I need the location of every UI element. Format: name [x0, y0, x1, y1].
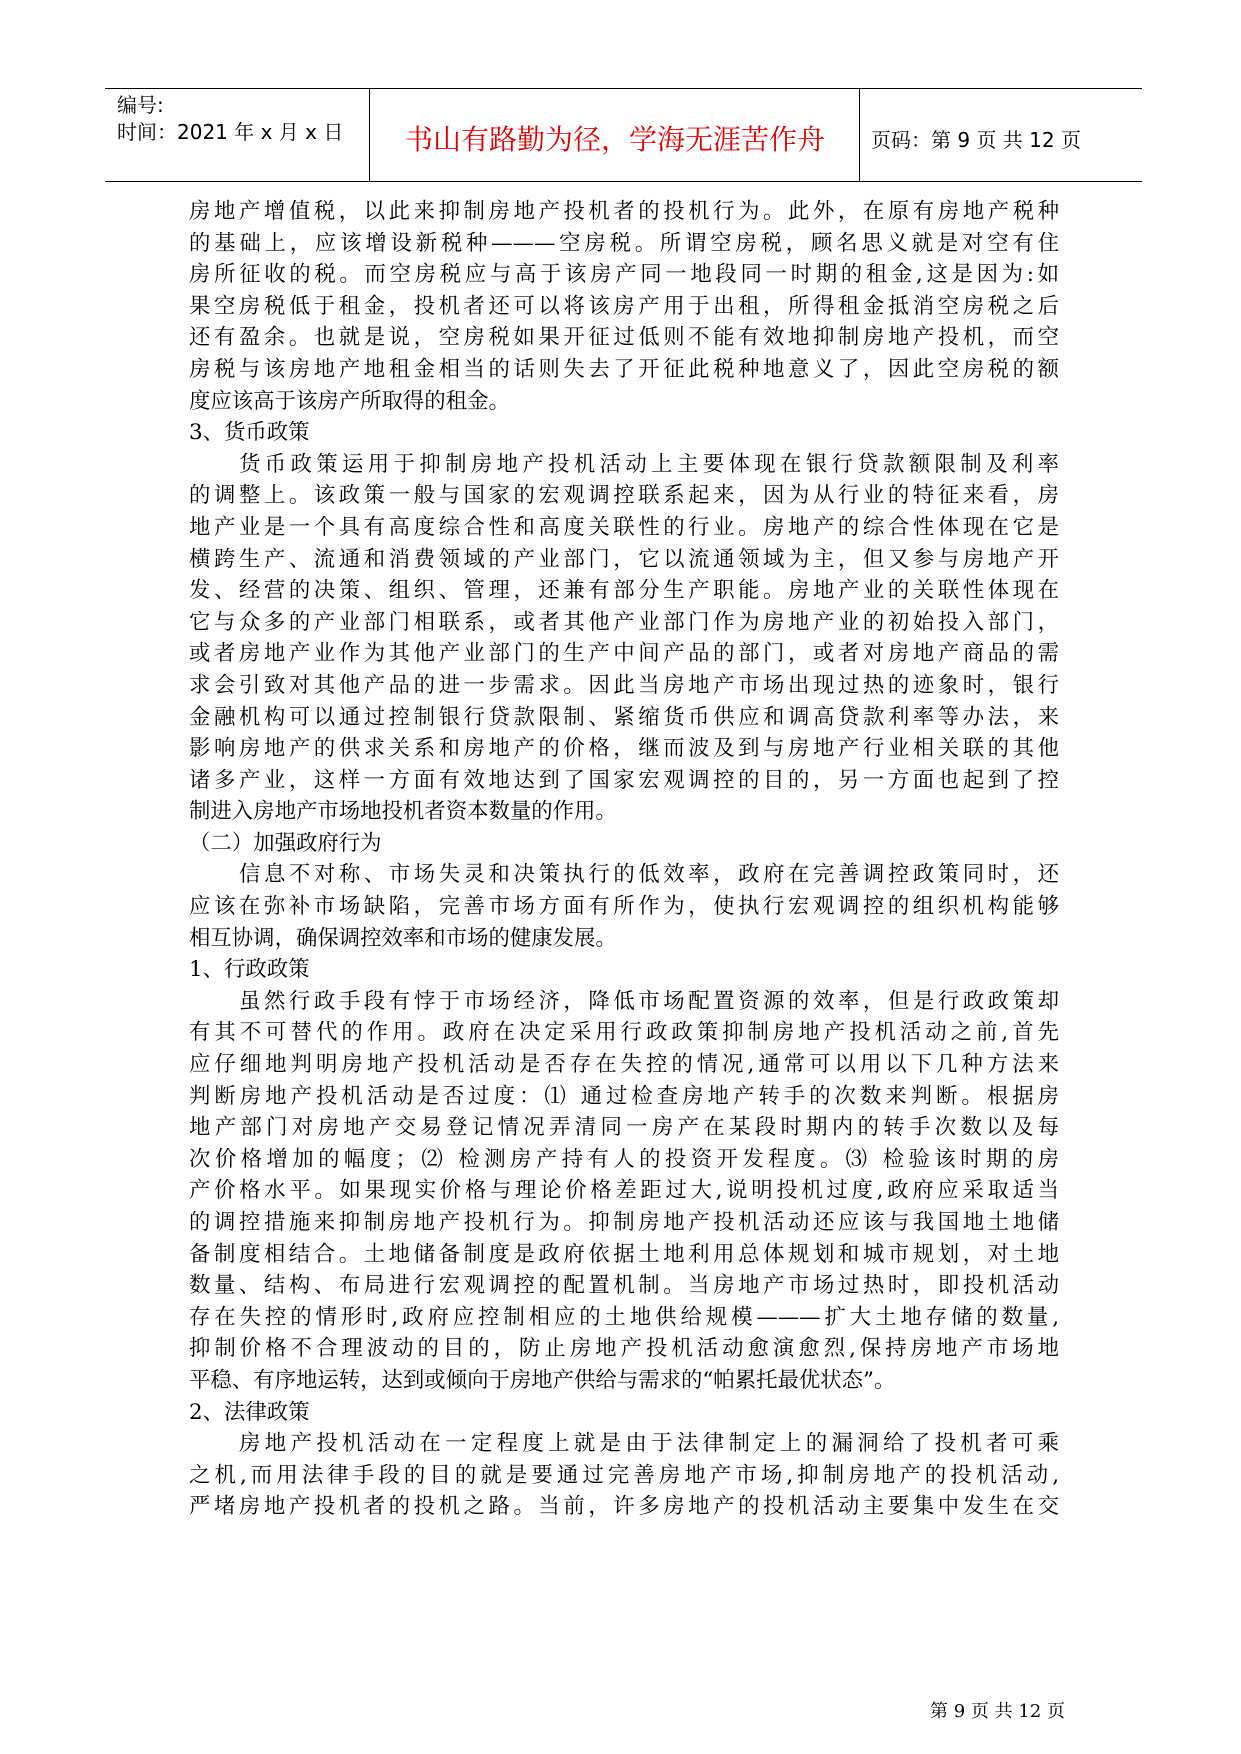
body-line: 虽然行政手段有悖于市场经济，降低市场配置资源的效率，但是行政政策却	[239, 988, 1059, 1014]
section-heading: （二）加强政府行为	[189, 830, 382, 856]
document-number: 编号:	[117, 93, 164, 117]
body-line: 有其不可替代的作用。政府在决定采用行政政策抑制房地产投机活动之前,首先	[189, 1020, 1059, 1046]
header-top-rule	[105, 88, 1142, 89]
body-line: 度应该高于该房产所取得的租金。	[189, 388, 510, 414]
body-line: 抑制价格不合理波动的目的，防止房地产投机活动愈演愈烈,保持房地产市场地	[189, 1336, 1059, 1362]
body-line: 房税与该房地产地租金相当的话则失去了开征此税种地意义了，因此空房税的额	[189, 356, 1059, 382]
body-line: 发、经营的决策、组织、管理，还兼有部分生产职能。房地产业的关联性体现在	[189, 578, 1059, 604]
page-header	[105, 88, 1142, 182]
document-time: 时间：2021 年 x 月 x 日	[117, 120, 344, 144]
body-line: 它与众多的产业部门相联系，或者其他产业部门作为房地产业的初始投入部门，	[189, 609, 1059, 635]
body-line: 求会引致对其他产品的进一步需求。因此当房地产市场出现过热的迹象时，银行	[189, 672, 1059, 698]
header-page-info: 页码：第 9 页 共 12 页	[871, 128, 1081, 152]
body-line: 产价格水平。如果现实价格与理论价格差距过大,说明投机过度,政府应采取适当	[189, 1178, 1059, 1204]
body-line: 房地产投机活动在一定程度上就是由于法律制定上的漏洞给了投机者可乘	[239, 1431, 1059, 1457]
body-line: 或者房地产业作为其他产业部门的生产中间产品的部门，或者对房地产商品的需	[189, 641, 1059, 667]
body-line: 房地产增值税，以此来抑制房地产投机者的投机行为。此外，在原有房地产税种	[189, 199, 1059, 224]
body-line: 严堵房地产投机者的投机之路。当前，许多房地产的投机活动主要集中发生在交	[189, 1494, 1059, 1520]
body-line: 还有盈余。也就是说，空房税如果开征过低则不能有效地抑制房地产投机，而空	[189, 325, 1059, 351]
body-line: 之机,而用法律手段的目的就是要通过完善房地产市场,抑制房地产的投机活动,	[189, 1462, 1059, 1488]
body-line: 制进入房地产市场地投机者资本数量的作用。	[189, 799, 617, 825]
body-line: 货币政策运用于抑制房地产投机活动上主要体现在银行贷款额限制及利率	[239, 451, 1059, 477]
body-line: 金融机构可以通过控制银行贷款限制、紧缩货币供应和调高贷款利率等办法，来	[189, 704, 1059, 730]
page-footer: 第 9 页 共 12 页	[930, 1701, 1065, 1722]
body-line: 诸多产业，这样一方面有效地达到了国家宏观调控的目的，另一方面也起到了控	[189, 767, 1059, 793]
body-line: 次价格增加的幅度；⑵ 检测房产持有人的投资开发程度。⑶ 检验该时期的房	[189, 1146, 1059, 1172]
body-line: 数量、结构、布局进行宏观调控的配置机制。当房地产市场过热时，即投机活动	[189, 1273, 1059, 1299]
header-divider-left	[369, 88, 370, 182]
body-line: 的调整上。该政策一般与国家的宏观调控联系起来，因为从行业的特征来看，房	[189, 483, 1059, 509]
body-line: 房所征收的税。而空房税应与高于该房产同一地段同一时期的租金,这是因为:如	[189, 262, 1059, 288]
header-divider-right	[859, 88, 860, 182]
document-body	[189, 196, 1059, 1523]
header-motto: 书山有路勤为径，学海无涯苦作舟	[404, 123, 825, 156]
body-line: 地产部门对房地产交易登记情况弄清同一房产在某段时期内的转手次数以及每	[189, 1115, 1059, 1141]
body-line: 地产业是一个具有高度综合性和高度关联性的行业。房地产的综合性体现在它是	[189, 514, 1059, 540]
header-bottom-rule	[105, 181, 1142, 182]
body-line: 横跨生产、流通和消费领域的产业部门，它以流通领域为主，但又参与房地产开	[189, 546, 1059, 572]
body-line: 影响房地产的供求关系和房地产的价格，继而波及到与房地产行业相关联的其他	[189, 736, 1059, 762]
section-heading: 2、法律政策	[189, 1399, 310, 1425]
body-line: 的基础上，应该增设新税种———空房税。所谓空房税，顾名思义就是对空有住	[189, 230, 1059, 256]
body-line: 相互协调，确保调控效率和市场的健康发展。	[189, 925, 617, 951]
body-line: 应仔细地判明房地产投机活动是否存在失控的情况,通常可以用以下几种方法来	[189, 1052, 1059, 1078]
body-line: 信息不对称、市场失灵和决策执行的低效率，政府在完善调控政策同时，还	[239, 862, 1059, 888]
body-line: 备制度相结合。土地储备制度是政府依据土地利用总体规划和城市规划，对土地	[189, 1241, 1059, 1267]
body-line: 应该在弥补市场缺陷，完善市场方面有所作为，使执行宏观调控的组织机构能够	[189, 894, 1059, 920]
header-meta	[117, 92, 367, 146]
body-line: 判断房地产投机活动是否过度：⑴ 通过检查房地产转手的次数来判断。根据房	[189, 1083, 1059, 1109]
section-heading: 1、行政政策	[189, 957, 310, 983]
body-line: 果空房税低于租金，投机者还可以将该房产用于出租，所得租金抵消空房税之后	[189, 293, 1059, 319]
body-line: 的调控措施来抑制房地产投机行为。抑制房地产投机活动还应该与我国地土地储	[189, 1210, 1059, 1235]
body-line: 平稳、有序地运转，达到或倾向于房地产供给与需求的“帕累托最优状态”。	[189, 1367, 896, 1393]
section-heading: 3、货币政策	[189, 420, 310, 446]
body-line: 存在失控的情形时,政府应控制相应的土地供给规模———扩大土地存储的数量,	[189, 1304, 1059, 1330]
